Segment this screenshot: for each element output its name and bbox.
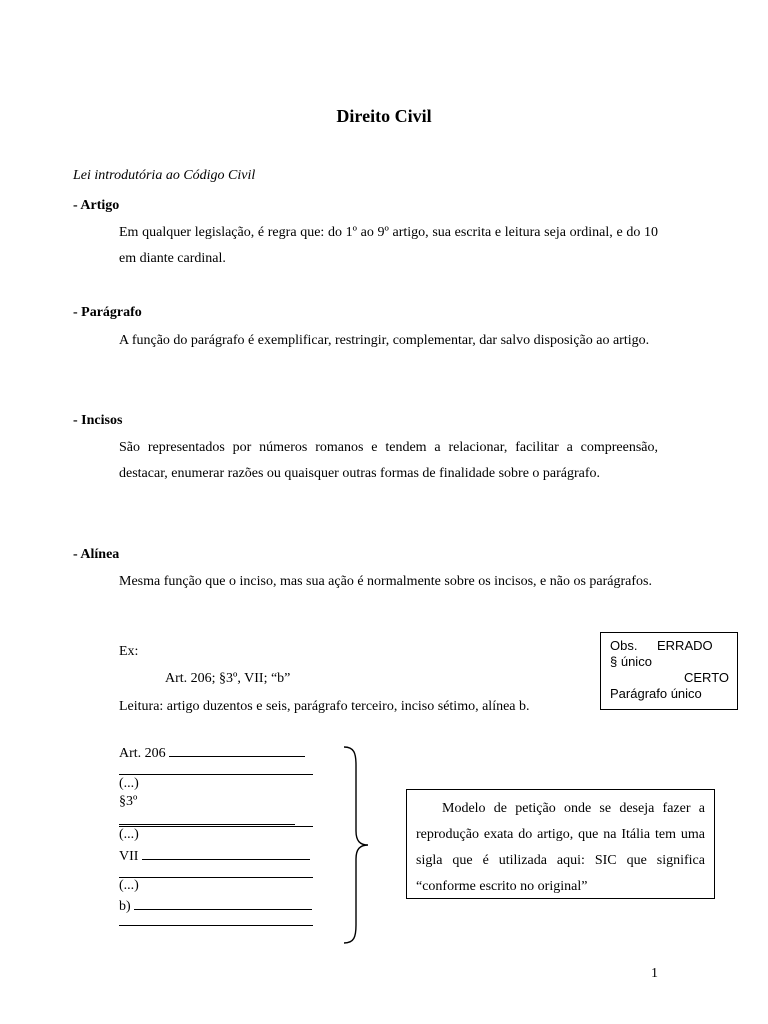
model-art-line (119, 742, 313, 762)
paragraph-alinea: Mesma função que o inciso, mas sua ação é normalmente sobre os incisos, e não os parágrafos. (119, 574, 653, 589)
model-note-box (406, 789, 715, 899)
model-ellipsis-3: (...) (119, 878, 139, 893)
blank-line (119, 925, 313, 926)
model-ali-line (119, 895, 315, 915)
model-ellipsis-2: (...) (119, 827, 139, 842)
blank-line (142, 845, 310, 860)
model-ali: b) (119, 899, 131, 914)
model-note: Modelo de petição onde se deseja fazer a reprodução exata do artigo, que na Itália tem uma sigla que é utilizada aqui: SIC que significa “conforme escrito no original” (416, 801, 705, 894)
page-title: Direito Civil (336, 106, 432, 126)
obs-wrong-example: § único (610, 654, 652, 669)
obs-wrong: ERRADO (657, 638, 713, 653)
model-ellipsis-1: (...) (119, 776, 139, 791)
model-par-line (119, 794, 315, 830)
example-label: Ex: (119, 644, 139, 659)
obs-label: Obs. (610, 638, 638, 653)
example-reading: Leitura: artigo duzentos e seis, parágrafo terceiro, inciso sétimo, alínea b. (119, 699, 530, 714)
paragraph-artigo: Em qualquer legislação, é regra que: do 1º ao 9º artigo, sua escrita e leitura seja ordinal, e do 10 em diante cardinal. (119, 225, 658, 266)
blank-line (119, 810, 295, 825)
heading-paragrafo: - Parágrafo (73, 305, 142, 320)
obs-right: CERTO (684, 670, 730, 685)
heading-alinea: - Alínea (73, 547, 120, 562)
obs-right-example: Parágrafo único (610, 686, 702, 701)
model-inc-line (119, 845, 315, 865)
subtitle: Lei introdutória ao Código Civil (73, 168, 256, 183)
heading-artigo: - Artigo (73, 198, 120, 213)
blank-line (119, 774, 313, 775)
model-par: §3º (119, 794, 138, 809)
heading-incisos: - Incisos (73, 413, 123, 428)
blank-line (119, 877, 313, 878)
blank-line (134, 895, 312, 910)
paragraph-incisos: São representados por números romanos e tendem a relacionar, facilitar a compreensão, destacar, enumerar razões ou quaisquer outras formas de finalidade sobre o parágrafo. (119, 440, 658, 481)
blank-line (169, 742, 305, 757)
model-inc: VII (119, 849, 139, 864)
paragraph-paragrafo: A função do parágrafo é exemplificar, restringir, complementar, dar salvo disposição ao artigo. (119, 333, 650, 348)
obs-box (600, 632, 738, 710)
blank-line (119, 826, 313, 827)
model-art: Art. 206 (119, 746, 166, 761)
curly-brace (340, 745, 372, 945)
example-citation: Art. 206; §3º, VII; “b” (165, 671, 291, 686)
page-number: 1 (651, 966, 658, 981)
